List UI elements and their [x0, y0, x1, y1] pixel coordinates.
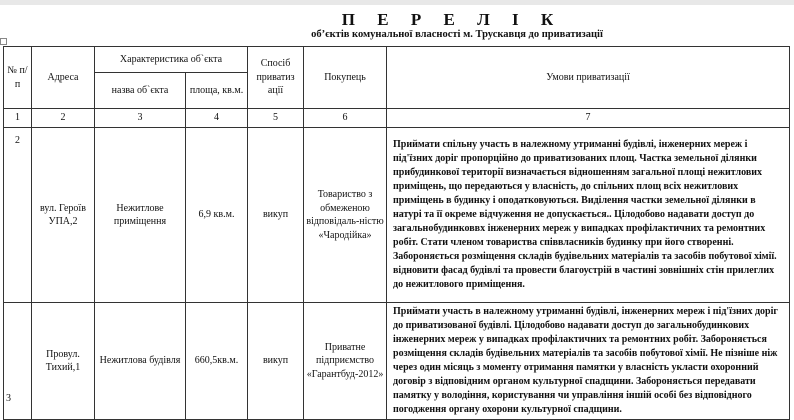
col-number: 2	[32, 109, 95, 128]
header-characteristic: Характеристика об`єкта	[95, 47, 248, 73]
header-method: Спосіб приватиз ації	[248, 47, 304, 109]
header-address: Адреса	[32, 47, 95, 109]
row-address: Провул. Тихий,1	[32, 303, 95, 420]
row-address: вул. Героїв УПА,2	[32, 128, 95, 303]
col-number: 5	[248, 109, 304, 128]
header-num: № п/п	[4, 47, 32, 109]
col-number: 3	[95, 109, 186, 128]
row-name: Нежитлове приміщення	[95, 128, 186, 303]
row-name: Нежитлова будівля	[95, 303, 186, 420]
row-conditions[interactable]: Приймати участь в належному утриманні будівлі, інженерних мереж і під'їзних доріг до приватизованої будівлі. Цілодобово надавати доступ до загальнобудинкових інженерних мереж у випадках профілактичних та ремонтних робіт. Забороняється розміщення складів будівельних матеріалів та засобів побутової хімії. Не пізніше ніж через один місяць з моменту отримання памятки у власність укласти охоронний договір з відповідним органом культурної спадщини. Забороняється передавати памятку у володіння, користування чи управління іншій особі без відповідного погодження органу охорони культурної спадщини.	[387, 303, 790, 420]
row-buyer: Приватне підприємство «Гарантбуд-2012»	[304, 303, 387, 420]
document-subtitle: об’єктів комунальної власності м. Трускавця до приватизації	[311, 29, 603, 40]
header-conditions: Умови приватизації	[387, 47, 790, 109]
document-title: П Е Р Е Л І К	[341, 10, 563, 29]
col-number: 4	[186, 109, 248, 128]
header-area: площа, кв.м.	[186, 73, 248, 109]
col-number: 6	[304, 109, 387, 128]
row-area: 660,5кв.м.	[186, 303, 248, 420]
col-number: 1	[4, 109, 32, 128]
row-num: 2	[4, 128, 32, 303]
header-name: назва об`єкта	[95, 73, 186, 109]
row-method: викуп	[248, 128, 304, 303]
table-row	[4, 128, 790, 303]
row-method: викуп	[248, 303, 304, 420]
header-buyer: Покупець	[304, 47, 387, 109]
row-area: 6,9 кв.м.	[186, 128, 248, 303]
privatization-table	[3, 46, 790, 420]
table-row	[4, 303, 790, 420]
row-conditions[interactable]: Приймати спільну участь в належному утриманні будівлі, інженерних мереж і під'їзних доріг пропорційно до приватизованих площ. Частка земельної ділянки прибудинкової території визначається відношенням загальної площі нежитлових приміщень, що передаються у власність, до спільних площ всіх нежитлових приміщень в будинку і оподатковуються. Виділення частки земельної ділянки в натурі та її окреме відчуження не допускається.. Цілодобово надавати доступ до загальнобудинковвх інженерних мереж у випадках профілактичних та ремонтних робіт. Стати членом товариства співвласників будинку при його створенні. Забороняється розміщення складів будівельних матеріалів та засобів побутової хімії. відновити фасад будівлі та провести благоустрій в частині зовнішніх стін прилеглих до нежитлового приміщення.	[387, 128, 790, 303]
table-move-handle-icon[interactable]	[0, 38, 7, 45]
row-num: 3	[4, 303, 32, 420]
top-edge	[0, 0, 794, 5]
col-number: 7	[387, 109, 790, 128]
row-buyer: Товариство з обмеженою відповідаль-ністю «Чародійка»	[304, 128, 387, 303]
